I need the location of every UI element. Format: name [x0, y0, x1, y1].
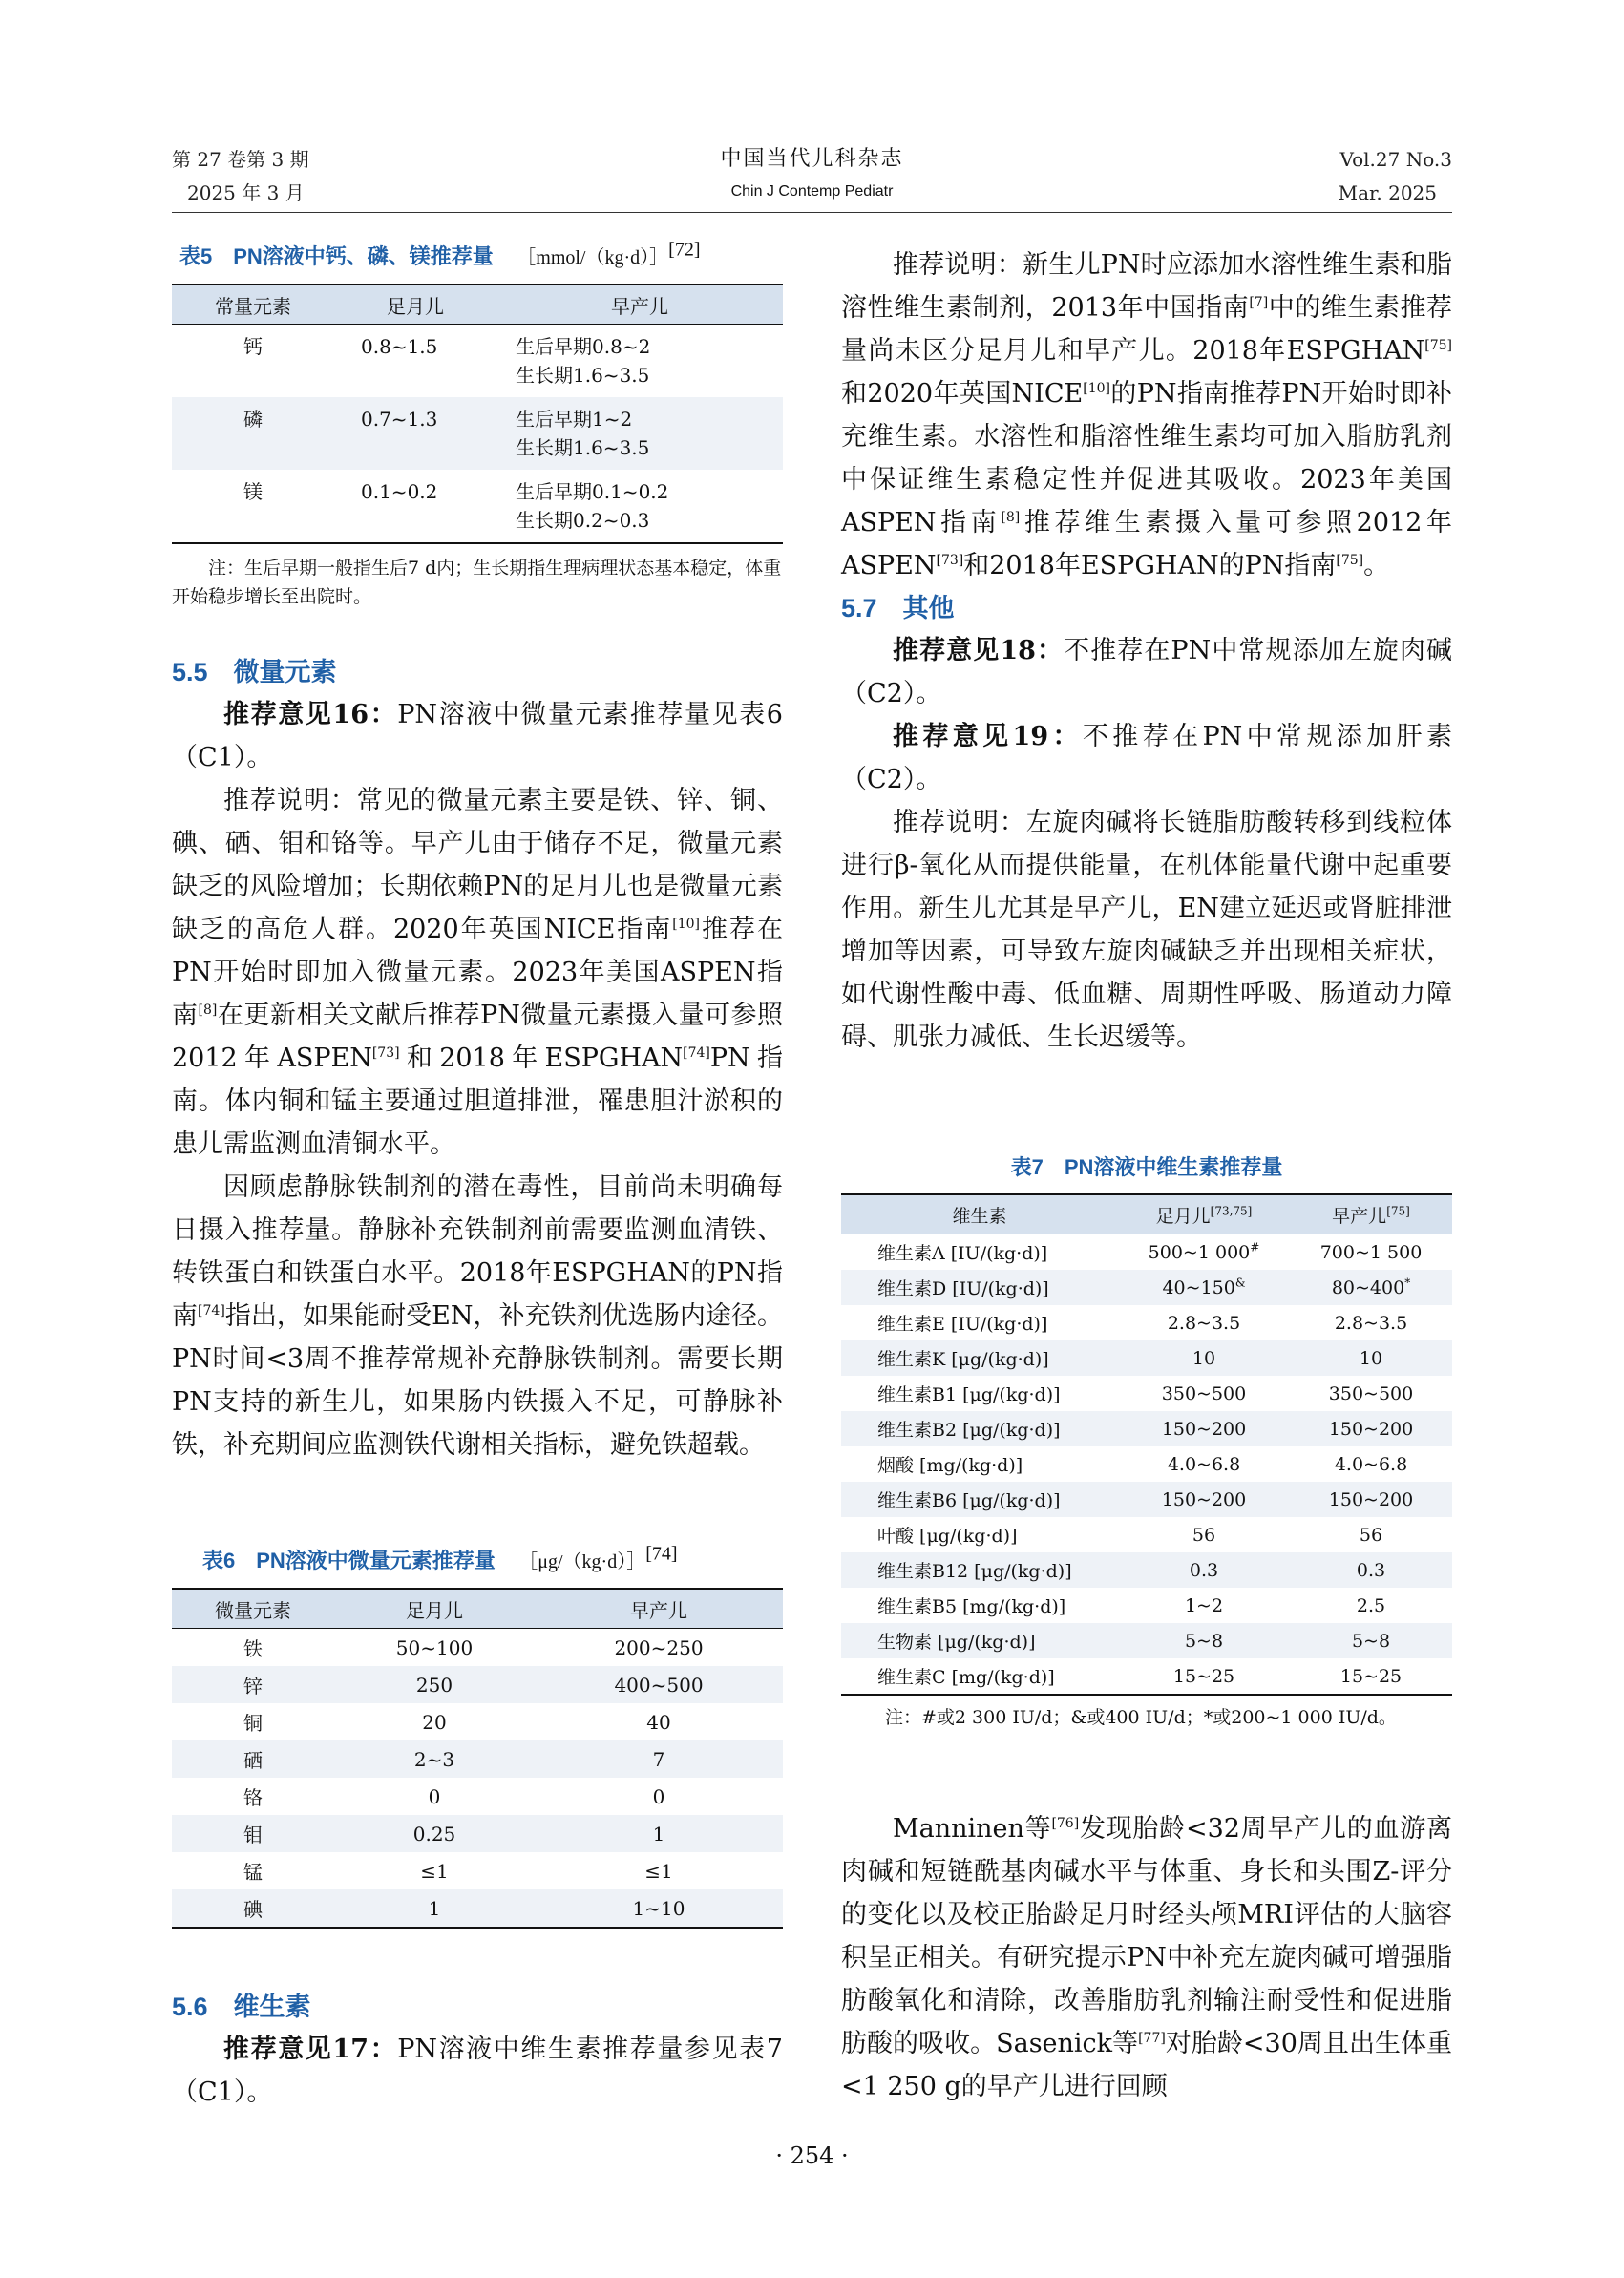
cell-value: 2.5	[1356, 1594, 1386, 1616]
table5-ref: [72]	[668, 239, 701, 261]
cell-value: 1~2	[1184, 1594, 1224, 1616]
table7-cell	[1118, 1588, 1290, 1623]
paragraph: 推荐说明：左旋肉碱将长链脂肪酸转移到线粒体进行β-氧化从而提供能量，在机体能量代谢中起重要作用。新生儿尤其是早产儿，EN建立延迟或肾脏排泄增加等因素，可导致左旋肉碱缺乏并出现相关症状，如代谢性酸中毒、低血糖、周期性呼吸、肠道动力障碍、肌张力减低、生长迟缓等。	[841, 808, 1452, 1052]
table6-title: 表6 PN溶液中微量元素推荐量	[202, 1549, 496, 1572]
table-row	[172, 1703, 783, 1740]
cell-value: 80~400	[1331, 1276, 1405, 1298]
table5-cell: 0.7~1.3	[334, 397, 496, 470]
table7-cell: 维生素B2 [μg/(kg·d)]	[841, 1411, 1118, 1446]
page-number: · 254 ·	[775, 2142, 849, 2169]
paragraph	[172, 1166, 783, 1466]
table7-cell	[1290, 1411, 1452, 1446]
table7-cell	[1290, 1623, 1452, 1658]
table-row	[841, 1588, 1452, 1623]
table7-cell: 维生素B5 [mg/(kg·d)]	[877, 1596, 1066, 1617]
paragraph	[841, 1807, 1452, 2108]
table6-cell: 钼	[172, 1815, 334, 1852]
footnote-mark: &	[1234, 1276, 1246, 1290]
cell-value: 150~200	[1328, 1418, 1414, 1440]
table5	[172, 284, 783, 544]
table-row	[172, 325, 783, 398]
cell-value: 0.3	[1356, 1559, 1386, 1581]
text-run: 。	[1363, 551, 1390, 580]
table5-cell-line: 生长期0.2~0.3	[516, 509, 650, 532]
table-row	[841, 1411, 1452, 1446]
citation: [77]	[1138, 2031, 1166, 2046]
table6-cell: 50~100	[395, 1635, 474, 1659]
citation: [76]	[1051, 1816, 1080, 1831]
table7-cell	[1118, 1517, 1290, 1552]
recommendation-18	[841, 629, 1452, 715]
section-heading: 5.7 其他	[841, 594, 955, 622]
cell-value: 40~150	[1162, 1276, 1235, 1298]
table6-cell: ≤1	[644, 1859, 673, 1883]
rec-label: 推荐意见17：	[223, 2035, 398, 2064]
table6-ref: [74]	[645, 1543, 678, 1565]
recommendation-16	[172, 693, 783, 779]
table7-header: 维生素	[841, 1194, 1118, 1234]
table-row	[841, 1623, 1452, 1658]
header-vol-en: Vol.27 No.3	[1339, 148, 1452, 171]
table7-header-row	[841, 1194, 1452, 1234]
journal-subtitle: Chin J Contemp Pediatr	[730, 183, 894, 200]
text-run: 和2018年ESPGHAN的PN指南	[963, 551, 1337, 580]
paragraph	[841, 243, 1452, 587]
table7-cell: 维生素A [IU/(kg·d)]	[877, 1243, 1048, 1264]
cell-value: 10	[1359, 1347, 1383, 1369]
table6-cell: 250	[334, 1666, 535, 1703]
table-row	[172, 1666, 783, 1703]
cell-value: 150~200	[1161, 1418, 1247, 1440]
rec-text: PN溶液中微量元素推荐量见表6（C1）。	[172, 700, 783, 772]
cell-value: 15~25	[1172, 1665, 1235, 1687]
table7-cell	[1118, 1658, 1290, 1695]
text-run: 推荐说明：常见的微量元素主要是铁、锌、铜、碘、硒、钼和铬等。早产儿由于储存不足，微量元素缺乏的风险增加；长期依赖PN的足月儿也是微量元素缺乏的高危人群。2020年英国NICE指南	[172, 786, 783, 944]
section-heading: 5.5 微量元素	[172, 658, 337, 686]
table6-cell: 200~250	[614, 1635, 704, 1659]
table6-cell: 400~500	[535, 1666, 783, 1703]
text-run: PN指南。体内铜和锰主要通过胆道排泄，罹患胆汁淤积的患儿需监测血清铜水平。	[172, 1044, 783, 1159]
table7-cell: 维生素B12 [μg/(kg·d)]	[841, 1552, 1118, 1588]
table6-header: 早产儿	[535, 1589, 783, 1629]
table5-header: 常量元素	[172, 285, 334, 325]
table7-cell: 生物素 [μg/(kg·d)]	[841, 1623, 1118, 1658]
table5-header-row	[172, 285, 783, 325]
table-row	[841, 1517, 1452, 1552]
table7-cell	[1290, 1376, 1452, 1411]
table7-cell: 烟酸 [mg/(kg·d)]	[877, 1455, 1023, 1476]
citation: [75]	[1386, 1204, 1410, 1218]
table7-cell	[1290, 1588, 1452, 1623]
table7-cell	[1290, 1340, 1452, 1376]
citation: [8]	[198, 1002, 218, 1018]
table6-cell: 40	[646, 1710, 671, 1734]
citation: [74]	[683, 1045, 710, 1061]
section-heading: 5.6 维生素	[172, 1993, 311, 2021]
table-row	[841, 1305, 1452, 1340]
citation: [74]	[198, 1303, 225, 1318]
table5-cell: 镁	[172, 470, 334, 543]
text-run: 和2020年英国NICE	[841, 379, 1084, 409]
table7-cell: 维生素K [μg/(kg·d)]	[841, 1340, 1118, 1376]
citation: [73]	[371, 1045, 400, 1061]
cell-value: 2.8~3.5	[1167, 1312, 1241, 1334]
cell-value: 15~25	[1339, 1665, 1403, 1687]
table7-cell	[1118, 1623, 1290, 1658]
table6-cell: 锌	[172, 1666, 334, 1703]
table5-cell: 钙	[243, 335, 263, 358]
table7-cell	[1290, 1446, 1452, 1482]
table5-cell-line: 生后早期1~2	[516, 408, 633, 431]
cell-value: 10	[1192, 1347, 1216, 1369]
table5-cell: 磷	[172, 397, 334, 470]
table7-block	[841, 1153, 1452, 1732]
table6-cell: 1	[334, 1889, 535, 1928]
table7-cell	[1118, 1411, 1290, 1446]
table5-block	[172, 239, 783, 611]
header-rule	[172, 212, 1452, 213]
table7-cell: 维生素B1 [μg/(kg·d)]	[877, 1384, 1061, 1405]
footnote-mark: #	[1250, 1240, 1260, 1255]
table6	[172, 1588, 783, 1929]
table7-cell	[1118, 1482, 1290, 1517]
table5-header: 足月儿	[334, 285, 496, 325]
table-row	[172, 1852, 783, 1889]
table7-cell: 维生素E [IU/(kg·d)]	[877, 1314, 1048, 1335]
section-5-5	[172, 653, 783, 1466]
text-run: 对胎龄<30周且出生体重<1 250 g的早产儿进行回顾	[841, 2029, 1453, 2101]
text-run: 发现胎龄<32周早产儿的血游离肉碱和短链酰基肉碱水平与体重、身长和头围Z-评分的变化以及校正胎龄足月时经头颅MRI评估的大脑容积呈正相关。有研究提示PN中补充左旋肉碱可增强脂肪酸氧化和清除，改善脂肪乳剂输注耐受性和促进脂肪酸的吸收。Sasenick等	[841, 1814, 1452, 2058]
table-row	[172, 1629, 783, 1667]
text-run: 推荐在PN开始时即加入微量元素。2023年美国ASPEN指南	[172, 915, 784, 1030]
cell-value: 4.0~6.8	[1167, 1453, 1241, 1475]
table-row	[172, 1740, 783, 1778]
cell-value: 5~8	[1351, 1630, 1391, 1652]
recommendation-19	[841, 715, 1452, 801]
table5-cell-line: 生长期1.6~3.5	[516, 364, 650, 387]
rec-label: 推荐意见18：	[893, 636, 1065, 665]
table7-caption: 表7 PN溶液中维生素推荐量	[1010, 1155, 1283, 1179]
table7-cell	[1118, 1270, 1290, 1305]
header-date-cn: 2025 年 3 月	[187, 181, 305, 204]
text-run: 因顾虑静脉铁制剂的潜在毒性，目前尚未明确每日摄入推荐量。静脉补充铁制剂前需要监测血清铁、转铁蛋白和铁蛋白水平。2018年ESPGHAN的PN指南	[172, 1172, 783, 1331]
table6-cell: 0.25	[334, 1815, 535, 1852]
table5-cell	[496, 397, 783, 470]
citation: [75]	[1424, 338, 1452, 353]
table6-cell: 碘	[172, 1889, 334, 1928]
header-text: 早产儿	[1332, 1205, 1387, 1227]
citation: [7]	[1249, 295, 1269, 310]
table-row	[172, 470, 783, 543]
table5-cell	[496, 470, 783, 543]
table7-note: 注：#或2 300 IU/d；&或400 IU/d；*或200~1 000 IU/d。	[885, 1707, 1397, 1728]
header-volume: 第 27 卷第 3 期	[172, 148, 309, 171]
section-5-6	[172, 1988, 783, 2114]
rec-text: PN溶液中维生素推荐量参见表7（C1）。	[172, 2035, 783, 2107]
table7-cell: 维生素C [mg/(kg·d)]	[841, 1658, 1118, 1695]
cell-value: 56	[1359, 1524, 1383, 1546]
table6-cell: 2~3	[334, 1740, 535, 1778]
header-date-en: Mar. 2025	[1338, 181, 1437, 204]
table7-header	[1290, 1194, 1452, 1234]
table5-cell	[496, 325, 783, 398]
citation: [8]	[1001, 510, 1021, 525]
table6-cell: 铜	[243, 1712, 263, 1735]
table-row	[841, 1552, 1452, 1588]
table-row	[172, 397, 783, 470]
table5-note: 注：生后早期一般指生后7 d内；生长期指生理病理状态基本稳定，体重开始稳步增长至出院时。	[172, 558, 782, 607]
cell-value: 350~500	[1328, 1382, 1414, 1404]
table-row	[841, 1340, 1452, 1376]
table7-cell	[1118, 1340, 1290, 1376]
table6-caption	[172, 1543, 783, 1576]
table-row	[841, 1446, 1452, 1482]
table7-header	[1118, 1194, 1290, 1234]
table7-cell	[1290, 1658, 1452, 1695]
table-row	[172, 1778, 783, 1815]
table6-cell: 锰	[243, 1861, 263, 1884]
table5-cell-line: 生长期1.6~3.5	[516, 436, 650, 459]
citation: [73,75]	[1210, 1204, 1253, 1218]
table7-cell	[1118, 1305, 1290, 1340]
table5-cell: 0.8~1.5	[361, 335, 438, 358]
rec-label: 推荐意见16：	[223, 700, 398, 729]
table6-cell: 铬	[243, 1786, 263, 1809]
table6-cell: 7	[535, 1740, 783, 1778]
cell-value: 2.8~3.5	[1334, 1312, 1408, 1334]
table6-block	[172, 1543, 783, 1929]
table6-unit: ［μg/（kg·d）］	[518, 1551, 646, 1572]
table5-cell-line: 生后早期0.8~2	[516, 335, 651, 358]
text-run: 指出，如果能耐受EN，补充铁剂优选肠内途径。PN时间<3周不推荐常规补充静脉铁制剂。需要长期PN支持的新生儿，如果肠内铁摄入不足，可静脉补铁，补充期间应监测铁代谢相关指标，避免铁超载。	[172, 1301, 783, 1460]
footnote-mark: *	[1404, 1276, 1411, 1290]
table7-cell	[1290, 1517, 1452, 1552]
table7-cell	[1118, 1234, 1290, 1271]
paragraph	[172, 779, 783, 1166]
cell-value: 56	[1192, 1524, 1216, 1546]
table-row	[841, 1376, 1452, 1411]
cell-value: 150~200	[1161, 1488, 1247, 1510]
table6-cell: 1	[535, 1815, 783, 1852]
text-run: 推荐维生素摄入量可参照2012年ASPEN	[841, 508, 1453, 580]
right-column-top	[841, 243, 1452, 1059]
table5-unit: ［mmol/（kg·d）］	[517, 247, 669, 268]
table5-title: 表5 PN溶液中钙、磷、镁推荐量	[179, 244, 494, 268]
table-row	[841, 1482, 1452, 1517]
table7-cell	[1290, 1234, 1452, 1271]
journal-title: 中国当代儿科杂志	[720, 147, 904, 171]
cell-value: 700~1 500	[1319, 1241, 1423, 1263]
table-row	[841, 1270, 1452, 1305]
table-row	[841, 1658, 1452, 1695]
citation: [75]	[1336, 553, 1364, 568]
table6-cell: 硒	[172, 1740, 334, 1778]
table7-cell	[1290, 1482, 1452, 1517]
rec-text: 不推荐在PN中常规添加左旋肉碱（C2）。	[841, 636, 1452, 708]
table-row	[841, 1234, 1452, 1271]
recommendation-17	[172, 2028, 783, 2114]
cell-value: 150~200	[1328, 1488, 1414, 1510]
cell-value: 350~500	[1161, 1382, 1247, 1404]
rec-label: 推荐意见19：	[893, 722, 1083, 751]
table-row	[172, 1815, 783, 1852]
right-column-bottom	[841, 1807, 1452, 2108]
table7-cell: 维生素B6 [μg/(kg·d)]	[841, 1482, 1118, 1517]
cell-value: 5~8	[1184, 1630, 1224, 1652]
table6-cell: ≤1	[420, 1859, 449, 1883]
text-run: 和2018年ESPGHAN	[399, 1044, 684, 1073]
table6-cell: 0	[652, 1784, 665, 1808]
table5-cell-line: 生后早期0.1~0.2	[516, 480, 669, 503]
citation: [73]	[936, 553, 964, 568]
table6-cell: 铁	[243, 1637, 263, 1660]
table6-cell: 20	[422, 1710, 447, 1734]
table-row	[172, 1889, 783, 1928]
table7-cell	[1290, 1305, 1452, 1340]
text-run: Manninen等	[893, 1814, 1052, 1844]
table5-header: 早产儿	[496, 285, 783, 325]
text-run: 在更新相关文献后推荐PN微量元素摄入量可参照2012年ASPEN	[172, 1001, 784, 1073]
table7	[841, 1193, 1452, 1696]
table7-cell	[1118, 1376, 1290, 1411]
text-run: 推荐说明：新生儿PN时应添加水溶性维生素和脂溶性维生素制剂，2013年中国指南	[841, 250, 1452, 323]
table6-header: 微量元素	[172, 1589, 334, 1629]
table7-cell: 维生素D [IU/(kg·d)]	[841, 1270, 1118, 1305]
citation: [10]	[1083, 381, 1110, 396]
table6-cell: 1~10	[535, 1889, 783, 1928]
table7-cell	[1290, 1552, 1452, 1588]
text-run: 的PN指南推荐PN开始时即补充维生素。水溶性和脂溶性维生素均可加入脂肪乳剂中保证维生素稳定性并促进其吸收。2023年美国ASPEN指南	[841, 379, 1453, 538]
table6-header: 足月儿	[334, 1589, 535, 1629]
table7-cell	[1118, 1552, 1290, 1588]
text-run: 中的维生素推荐量尚未区分足月儿和早产儿。2018年ESPGHAN	[841, 293, 1452, 366]
table5-cell: 0.1~0.2	[334, 470, 496, 543]
cell-value: 4.0~6.8	[1334, 1453, 1408, 1475]
table6-cell: 0	[428, 1784, 441, 1808]
table7-cell	[1290, 1270, 1452, 1305]
table7-cell: 叶酸 [μg/(kg·d)]	[877, 1526, 1018, 1547]
table6-header-row	[172, 1589, 783, 1629]
rec-text: 不推荐在PN中常规添加肝素（C2）。	[841, 722, 1453, 794]
table5-caption	[172, 239, 783, 272]
cell-value: 500~1 000	[1148, 1241, 1251, 1263]
table7-cell	[1118, 1446, 1290, 1482]
citation: [10]	[672, 917, 701, 932]
header-text: 足月儿	[1155, 1205, 1211, 1227]
cell-value: 0.3	[1189, 1559, 1219, 1581]
